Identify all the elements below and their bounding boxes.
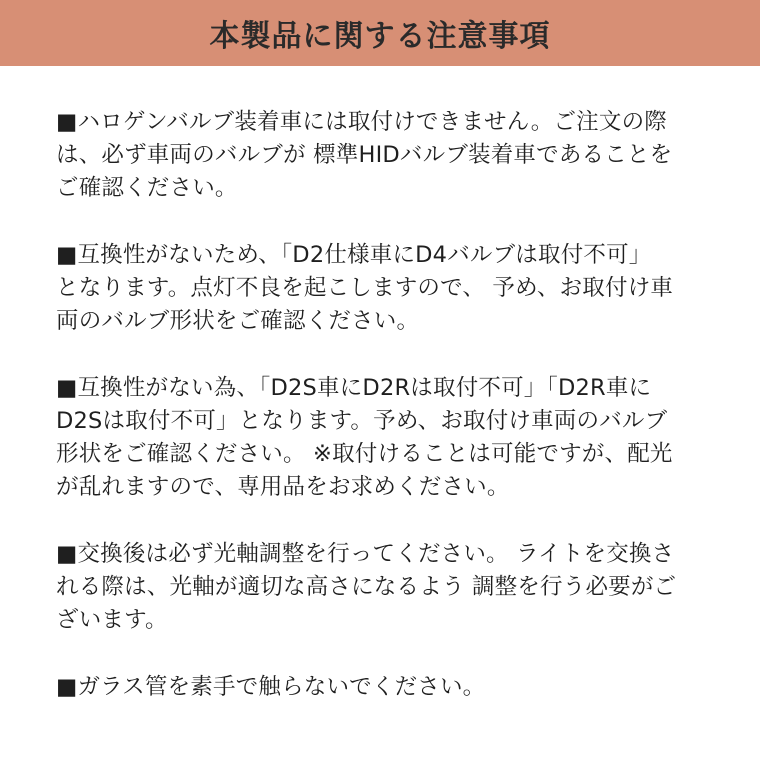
notice-line: ■交換後は必ず光軸調整を行ってください。 ライトを交換さ — [56, 541, 675, 567]
notice-line: ■ハロゲンバルブ装着車には取付けできません。ご注文の際 — [56, 109, 667, 135]
notice-line: 形状をご確認ください。 ※取付けることは可能ですが、配光 — [56, 441, 673, 467]
notice-line: れる際は、光軸が適切な高さになるよう 調整を行う必要がご — [56, 574, 677, 600]
header-banner — [0, 0, 760, 66]
notice-d2-d4 — [56, 239, 706, 338]
notice-line: ざいます。 — [56, 607, 168, 633]
notice-d2s-d2r — [56, 372, 706, 504]
notice-glass-tube — [56, 671, 706, 704]
page-title: 本製品に関する注意事項 — [209, 19, 551, 54]
notice-beam-adjust — [56, 538, 706, 637]
notice-line: ■互換性がない為、「D2S車にD2Rは取付不可」「D2R車に — [56, 375, 652, 401]
notice-halogen — [56, 106, 706, 205]
notice-line: ■ガラス管を素手で触らないでください。 — [56, 674, 486, 700]
notice-line: が乱れますので、専用品をお求めください。 — [56, 474, 510, 500]
notice-line: となります。点灯不良を起こしますので、 予め、お取付け車 — [56, 275, 674, 301]
notice-list — [56, 106, 706, 738]
notice-line: ご確認ください。 — [56, 175, 238, 201]
notice-line: ■互換性がないため、「D2仕様車にD4バルブは取付不可」 — [56, 242, 652, 268]
notice-line: は、必ず車両のバルブが 標準HIDバルブ装着車であることを — [56, 142, 673, 168]
notice-line: D2Sは取付不可」となります。予め、お取付け車両のバルブ — [56, 408, 668, 434]
notice-line: 両のバルブ形状をご確認ください。 — [56, 308, 420, 334]
